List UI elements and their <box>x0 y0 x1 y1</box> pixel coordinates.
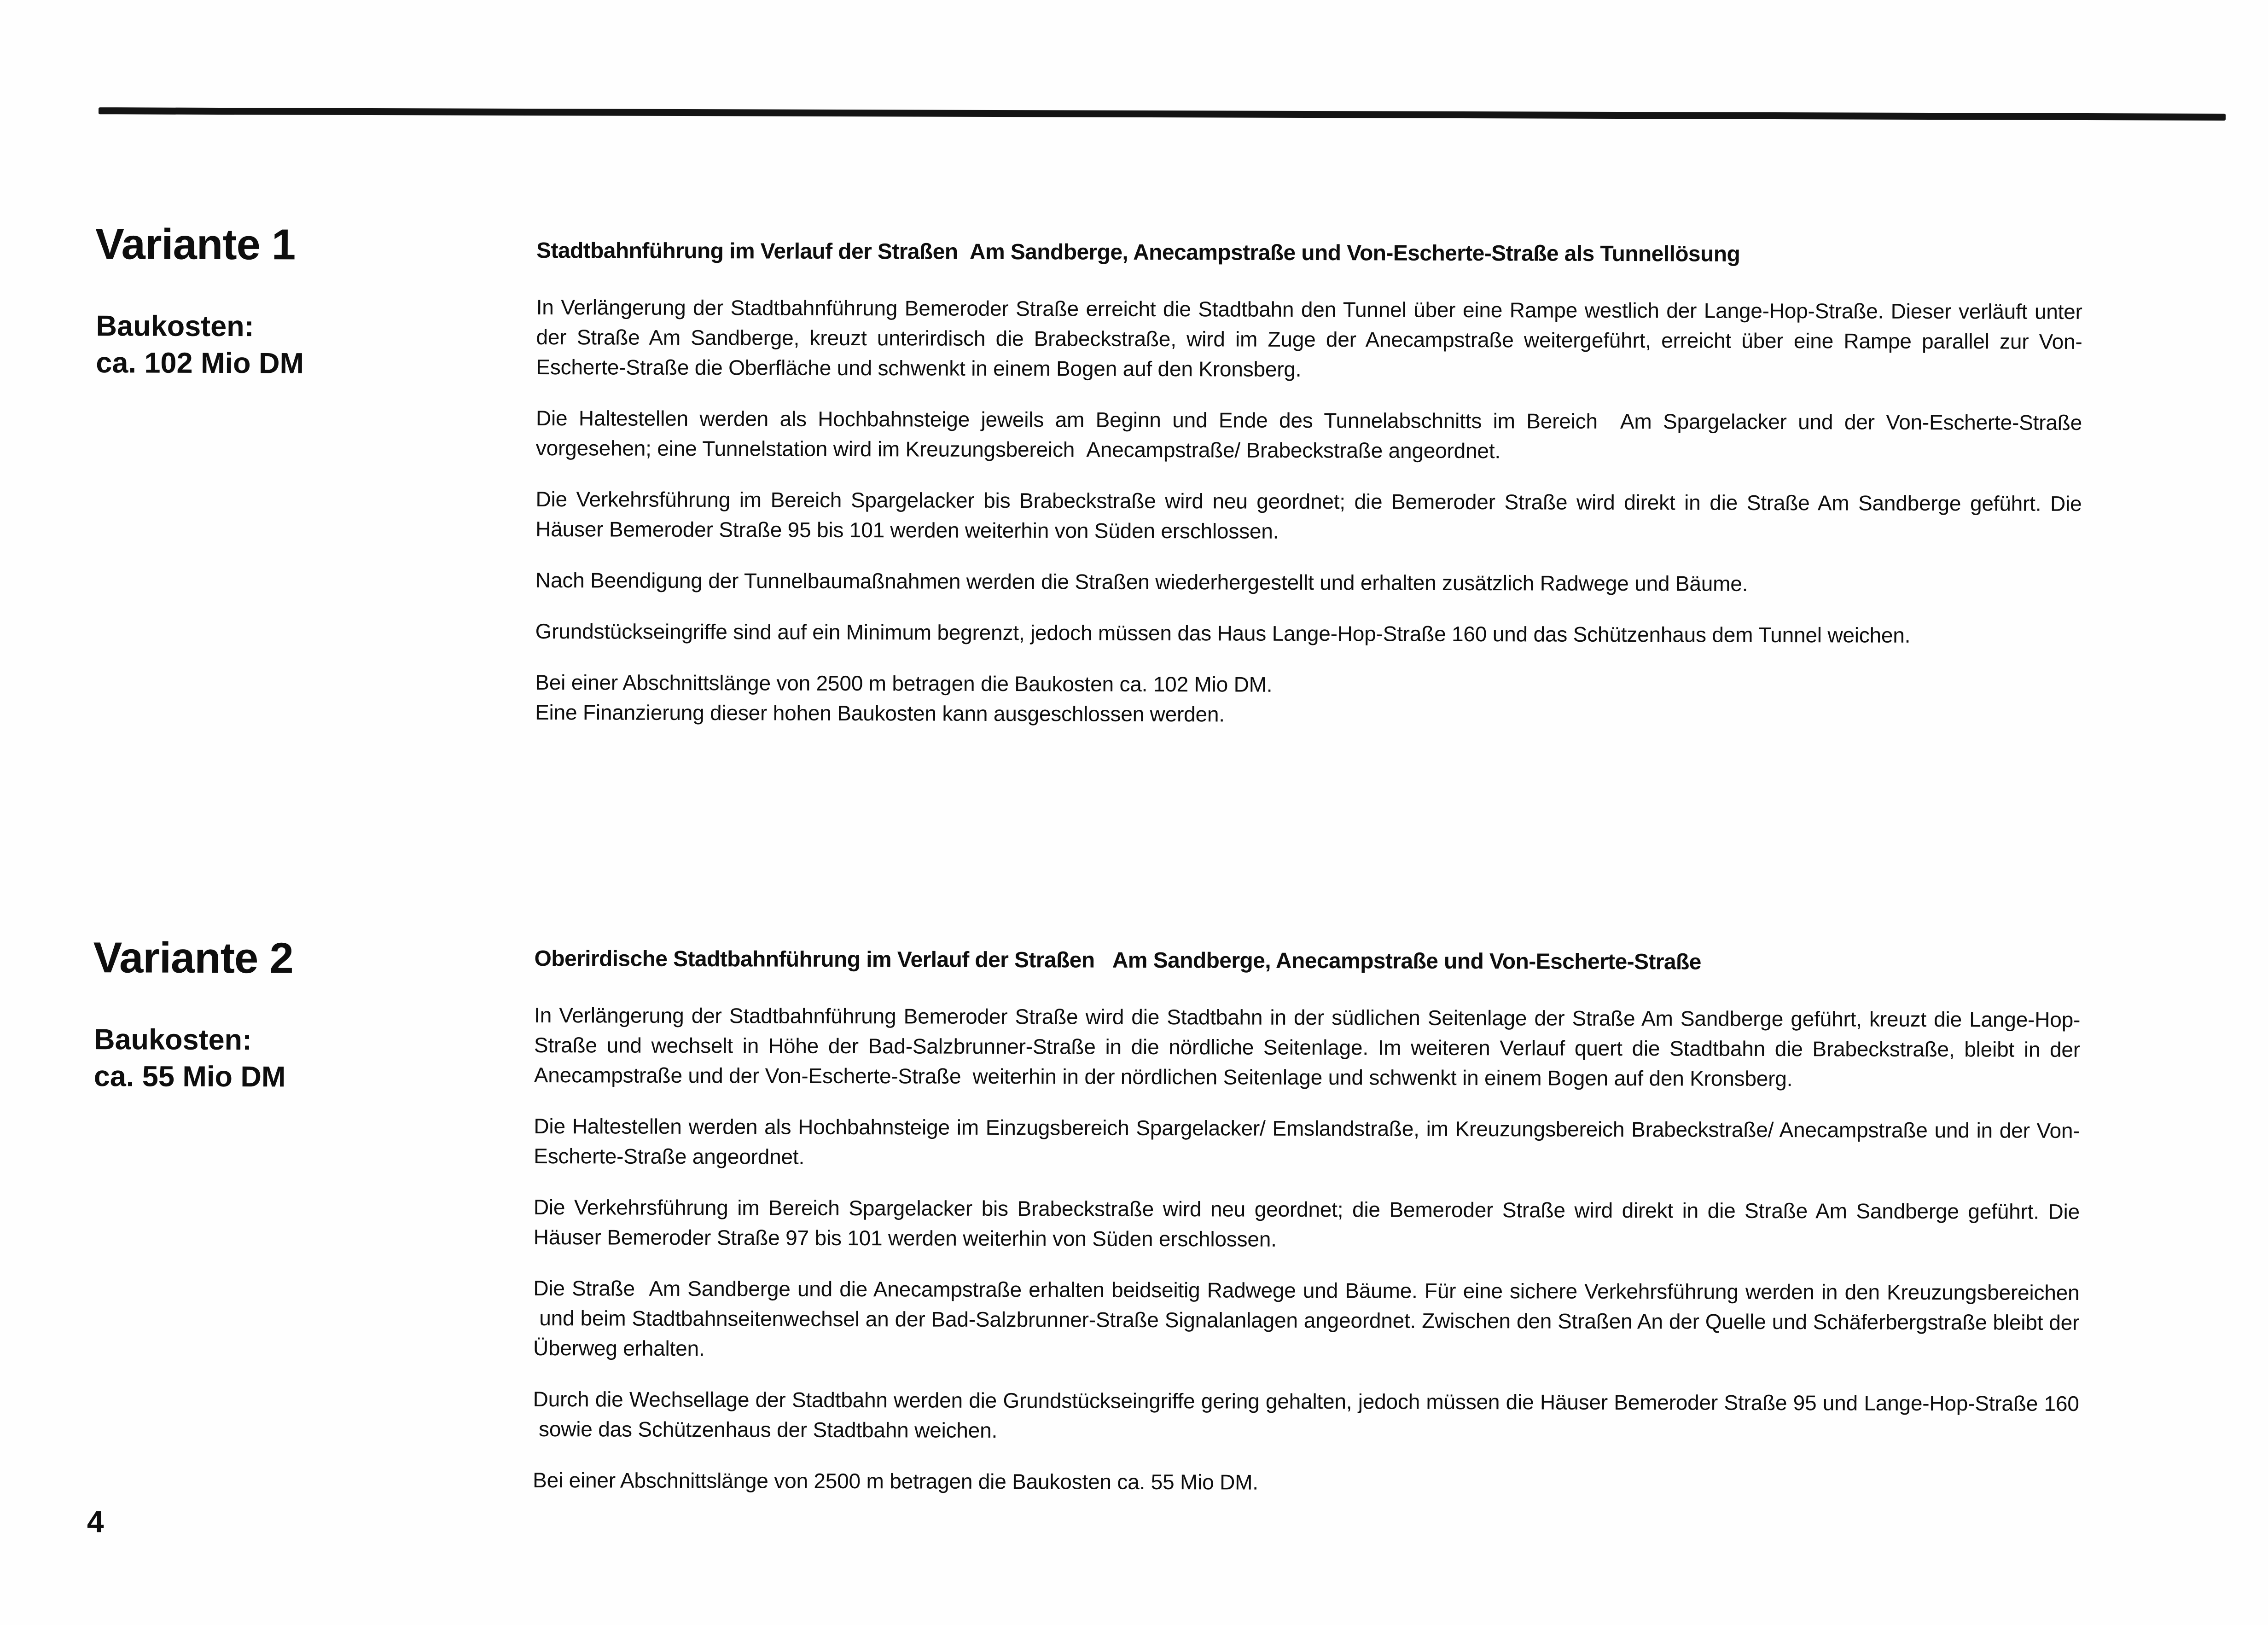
variante-1-cost-label: Baukosten: <box>96 310 254 343</box>
variante-2-paragraph-5: Durch die Wechsellage der Stadtbahn werden die Grundstückseingriffe gering gehalten, jedoch müssen die Häuser Bemeroder Straße 95 und Lange-Hop-Straße 160 sowie das Schützenhaus der Stadtbahn weichen. <box>533 1387 2079 1442</box>
variante-2-paragraph-6: Bei einer Abschnittslänge von 2500 m betragen die Baukosten ca. 55 Mio DM. <box>533 1468 1258 1494</box>
variante-1-paragraph-4: Nach Beendigung der Tunnelbaumaßnahmen werden die Straßen wiederhergestellt und erhalten zusätzlich Radwege und Bäume. <box>535 568 1748 596</box>
variante-2-heading: Oberirdische Stadtbahnführung im Verlauf der Straßen Am Sandberge, Anecampstraße und Von-Escherte-Straße <box>534 946 1701 975</box>
variante-2-paragraph-4: Die Straße Am Sandberge und die Anecampstraße erhalten beidseitig Radwege und Bäume. Für eine sichere Verkehrsführung werden in den Kreuzungsbereichen und beim Stadtbahnseitenwechsel an der Bad-Salzbrunner-Straße Signalanlagen angeordnet. Zwischen den Straßen An der Quelle und Schäferbergstraße bleibt der Überweg erhalten. <box>533 1276 2080 1361</box>
variante-2-body <box>533 945 2081 1500</box>
variante-2-paragraph-2: Die Haltestellen werden als Hochbahnsteige im Einzugsbereich Spargelacker/ Emslandstraße, im Kreuzungsbereich Brabeckstraße/ Anecampstraße und in der Von-Escherte-Straße angeordnet. <box>534 1114 2080 1169</box>
variante-2-title: Variante 2 <box>93 933 293 982</box>
variante-1-paragraph-2: Die Haltestellen werden als Hochbahnsteige jeweils am Beginn und Ende des Tunnelabschnitts im Bereich Am Spargelacker und der Von-Escherte-Straße vorgesehen; eine Tunnelstation wird im Kreuzungsbereich Anecampstraße/ Brabeckstraße angeordnet. <box>535 406 2082 463</box>
variante-1-cost-value: ca. 102 Mio DM <box>96 347 304 380</box>
variante-2-cost-value: ca. 55 Mio DM <box>93 1060 286 1093</box>
variante-1-paragraph-6: Bei einer Abschnittslänge von 2500 m betragen die Baukosten ca. 102 Mio DM. Eine Finanzierung dieser hohen Baukosten kann ausgeschlossen werden. <box>535 670 1273 726</box>
page-number: 4 <box>87 1504 104 1539</box>
variante-1-paragraph-1: In Verlängerung der Stadtbahnführung Bemeroder Straße erreicht die Stadtbahn den Tunnel über eine Rampe westlich der Lange-Hop-Straße. Dieser verläuft unter der Straße Am Sandberge, kreuzt unterirdisch die Brabeckstraße, wird im Zuge der Anecampstraße weitergeführt, erreicht über eine Rampe parallel zur Von-Escherte-Straße die Oberfläche und schwenkt in einem Bogen auf den Kronsberg. <box>536 295 2082 381</box>
variante-1-body <box>535 237 2082 732</box>
variante-1-heading: Stadtbahnführung im Verlauf der Straßen Am Sandberge, Anecampstraße und Von-Escherte-Straße als Tunnellösung <box>536 238 1740 267</box>
variante-1-paragraph-3: Die Verkehrsführung im Bereich Spargelacker bis Brabeckstraße wird neu geordnet; die Bemeroder Straße wird direkt in die Straße Am Sandberge geführt. Die Häuser Bemeroder Straße 95 bis 101 werden weiterhin von Süden erschlossen. <box>535 487 2082 543</box>
variante-2-cost-label: Baukosten: <box>93 1023 252 1056</box>
variante-2-paragraph-3: Die Verkehrsführung im Bereich Spargelacker bis Brabeckstraße wird neu geordnet; die Bemeroder Straße wird direkt in die Straße Am Sandberge geführt. Die Häuser Bemeroder Straße 97 bis 101 werden weiterhin von Süden erschlossen. <box>533 1195 2080 1251</box>
variante-1-title: Variante 1 <box>95 220 296 269</box>
top-rule-divider <box>99 107 2226 121</box>
variante-1-paragraph-5: Grundstückseingriffe sind auf ein Minimum begrenzt, jedoch müssen das Haus Lange-Hop-Straße 160 und das Schützenhaus dem Tunnel weichen. <box>535 619 1911 647</box>
variante-2-cost-block <box>94 1021 286 1095</box>
variante-2-paragraph-1: In Verlängerung der Stadtbahnführung Bemeroder Straße wird die Stadtbahn in der südlichen Seitenlage der Straße Am Sandberge geführt, kreuzt die Lange-Hop-Straße und wechselt in Höhe der Bad-Salzbrunner-Straße in die nördliche Seitenlage. Im weiteren Verlauf quert die Stadtbahn die Brabeckstraße, bleibt in der Anecampstraße und der Von-Escherte-Straße weiterhin in der nördlichen Seitenlage und schwenkt in einem Bogen auf den Kronsberg. <box>534 1003 2081 1091</box>
variante-1-cost-block <box>96 308 304 382</box>
